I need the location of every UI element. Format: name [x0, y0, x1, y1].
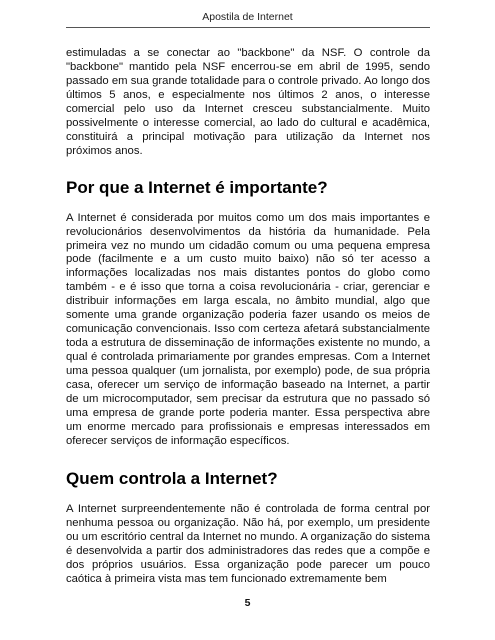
section-heading-control: Quem controla a Internet? — [66, 468, 278, 488]
header-rule — [66, 27, 430, 28]
page-number: 5 — [244, 597, 251, 609]
importance-paragraph: A Internet é considerada por muitos como um dos mais importantes e revolucionários desenvolvimentos da história da humanidade. Pela primeira vez no mundo um cidadão comum ou uma pequena empresa pode (facilmente e a um custo muito baixo) não só ter acesso a informações localizadas nos mais distantes pontos do globo como também - e é isso que torna a coisa revolucionária - criar, gerenciar e distribuir informações em larga escala, no âmbito mundial, algo que somente uma grande organização poderia fazer usando os meios de comunicação convencionais. Isso com certeza afetará substancialmente toda a estrutura de disseminação de informações existente no mundo, a qual é controlada primariamente por grandes empresas. Com a Internet uma pessoa qualquer (um jornalista, por exemplo) pode, de sua própria casa, oferecer um serviço de informação baseado na Internet, a partir de um microcomputador, sem precisar da estrutura que no passado só uma empresa de grande porte poderia manter. Essa perspectiva abre um enorme mercado para profissionais e empresas interessados em oferecer serviços de informação específicos. — [66, 211, 430, 447]
running-header: Apostila de Internet — [202, 11, 293, 23]
control-paragraph: A Internet surpreendentemente não é controlada de forma central por nenhuma pessoa ou organização. Não há, por exemplo, um presidente ou um escritório central da Internet no mundo. A organização do sistema é desenvolvida a partir dos administradores das redes que a compõe e dos próprios usuários. Essa organização pode parecer um pouco caótica à primeira vista mas tem funcionado extremamente bem — [66, 502, 430, 585]
intro-paragraph: estimuladas a se conectar ao "backbone" da NSF. O controle da "backbone" mantido pela NSF encerrou-se em abril de 1995, sendo passado em sua grande totalidade para o controle privado. Ao longo dos últimos 5 anos, e especialmente nos últimos 2 anos, o interesse comercial pelo uso da Internet cresceu substancialmente. Muito possivelmente o interesse comercial, ao lado do cultural e acadêmica, constituirá a principal motivação para utilização da Internet nos próximos anos. — [66, 47, 430, 157]
page-content — [66, 47, 430, 587]
section-heading-importance: Por que a Internet é importante? — [66, 177, 328, 197]
